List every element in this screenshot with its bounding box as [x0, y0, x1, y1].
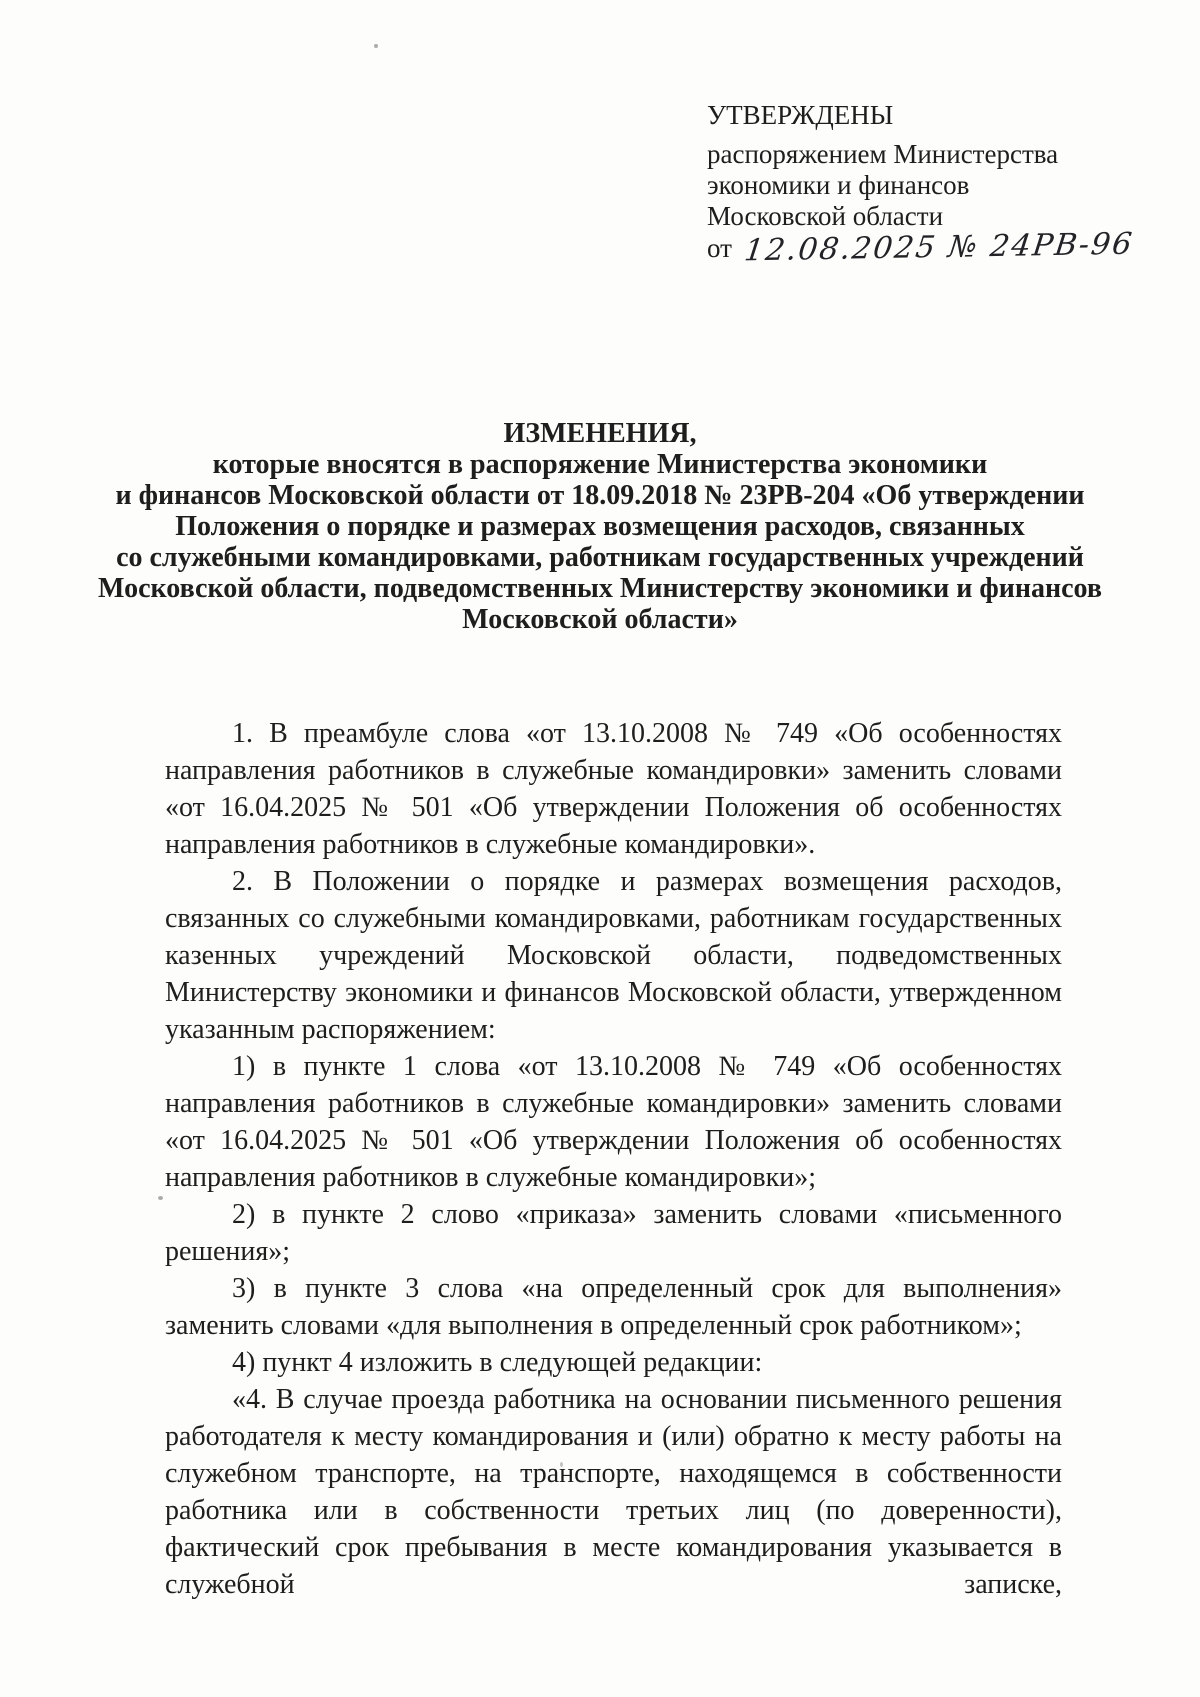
body-paragraph: 4) пункт 4 изложить в следующей редакции: [232, 1347, 763, 1378]
document-title [90, 418, 1110, 635]
approval-title: УТВЕРЖДЕНЫ [707, 100, 894, 130]
body-paragraph: 2) в пункте 2 слово «приказа» заменить словами «письменного решения»; [165, 1199, 1062, 1267]
approval-date-line [707, 226, 1136, 269]
document-body [165, 715, 1062, 1603]
body-paragraph: 1. В преамбуле слова «от 13.10.2008 № 749 «Об особенностях направления работников в служебные командировки» заменить словами «от 16.04.2025 № 501 «Об утверждении Положения об особенностях направления работников в служебные командировки». [165, 718, 1062, 860]
title-heading: ИЗМЕНЕНИЯ, [503, 418, 697, 449]
approval-line: распоряжением Министерства [707, 139, 1059, 169]
body-paragraph: 1) в пункте 1 слова «от 13.10.2008 № 749 «Об особенностях направления работников в служебные командировки» заменить словами «от 16.04.2025 № 501 «Об утверждении Положения об особенностях направления работников в служебные командировки»; [165, 1051, 1062, 1193]
title-line: которые вносятся в распоряжение Министерства экономики [212, 449, 988, 480]
scan-speck [158, 1196, 163, 1200]
approval-line: Московской области [707, 201, 944, 231]
title-line: Московской области» [462, 604, 738, 635]
title-line: и финансов Московской области от 18.09.2018 № 23РВ-204 «Об утверждении [115, 480, 1085, 511]
title-line: Положения о порядке и размерах возмещения расходов, связанных [175, 511, 1025, 542]
scan-speck [560, 1462, 563, 1467]
body-paragraph: 2. В Положении о порядке и размерах возмещения расходов, связанных со служебными командировками, работникам государственных казенных учреждений Московской области, подведомственных Министерству экономики и финансов Московской области, утвержденном указанным распоряжением: [165, 866, 1062, 1045]
handwritten-date-number: 12.08.2025 № 24РВ-96 [742, 226, 1136, 269]
body-paragraph: «4. В случае проезда работника на основании письменного решения работодателя к месту командирования и (или) обратно к месту работы на служебном транспорте, на транспорте, находящемся в собственности работника или в собственности третьих лиц (по доверенности), фактический срок пребывания в месте командирования указывается в служебной записке, [165, 1384, 1062, 1600]
approval-date-prefix: от [707, 233, 732, 263]
approval-block [707, 100, 1136, 269]
title-line: Московской области, подведомственных Министерству экономики и финансов [98, 573, 1102, 604]
title-line: со служебными командировками, работникам государственных учреждений [116, 542, 1084, 573]
scan-speck [374, 44, 378, 48]
approval-line: экономики и финансов [707, 170, 970, 200]
body-paragraph: 3) в пункте 3 слова «на определенный срок для выполнения» заменить словами «для выполнения в определенный срок работником»; [165, 1273, 1062, 1341]
